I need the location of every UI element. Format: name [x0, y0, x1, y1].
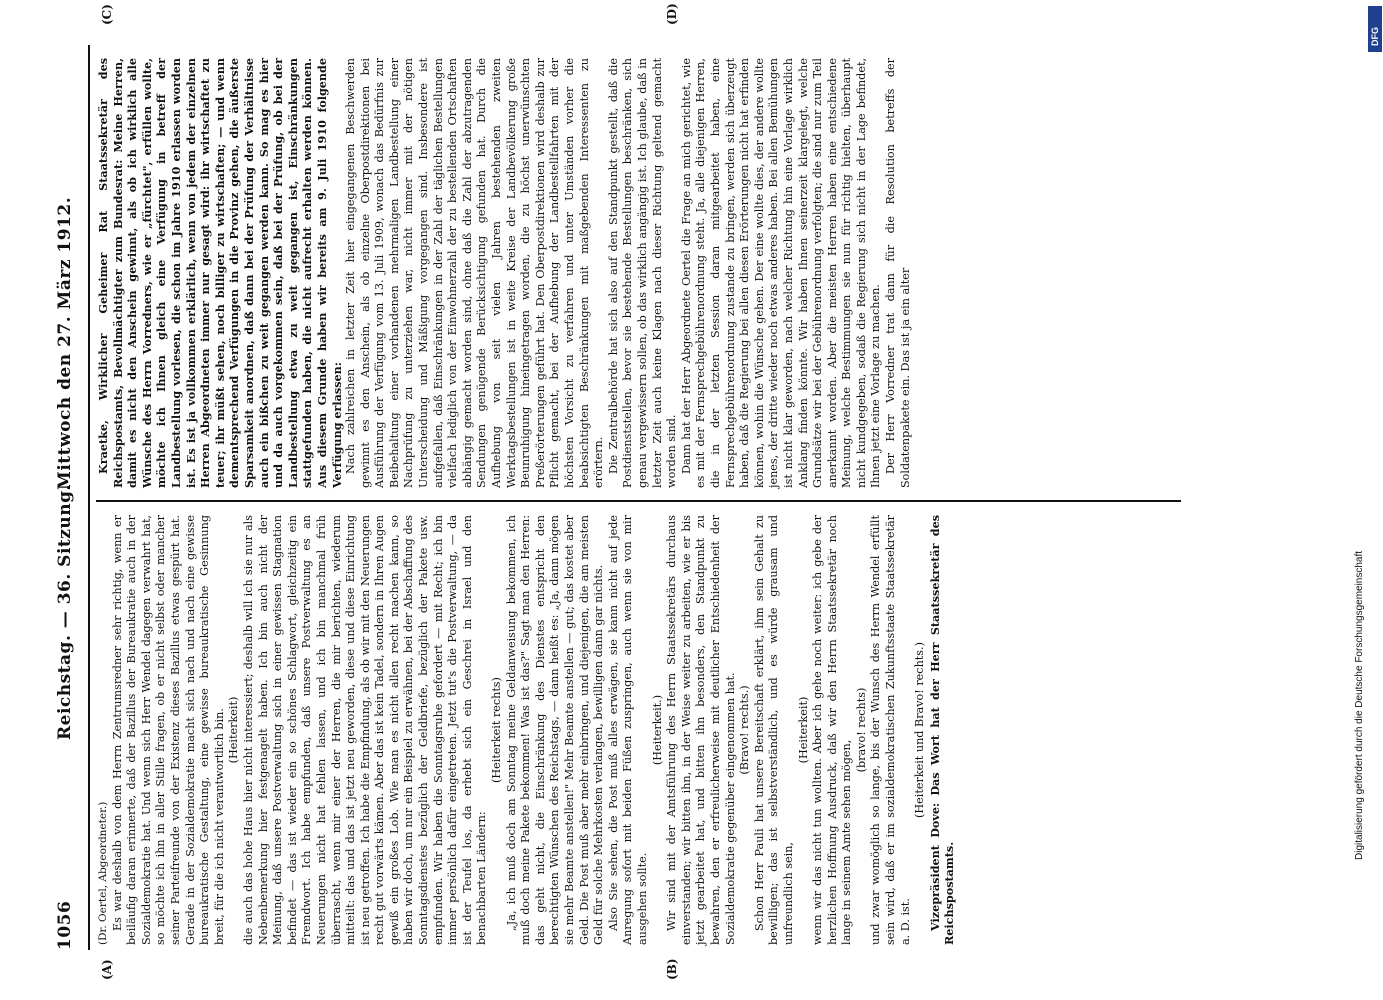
reaction: (Bravo! rechts.) [738, 685, 752, 775]
dfg-logo [1368, 6, 1382, 52]
paragraph: Schon Herr Pauli hat unsere Bereitschaft erklärt, ihm sein Gehalt zu bewilligen; das ist selbstverständlich, und es würde grausam und unfreundlich sein, [752, 515, 795, 945]
margin-mark-d: (D) [665, 3, 679, 25]
margin-mark-c: (C) [100, 4, 114, 25]
running-head [55, 45, 81, 950]
reaction: (Heiterkeit und Bravo! rechts.) [913, 642, 927, 818]
paragraph: Wir sind mit der Amtsführung des Herrn Staatssekretärs durchaus einverstanden; wir bitten ihn, in der Weise weiter zu arbeiten, wie er bis jetzt gearbeitet hat, und bitten ihn besonders, den Standpunkt zu bewahren, den er erfreulicherweise mit deutlicher Entschiedenheit der Sozialdemokratie gegenüber eingenommen hat. [665, 515, 737, 945]
funding-note [1340, 140, 1380, 860]
paragraph: Es war deshalb von dem Herrn Zentrumsredner sehr richtig, wenn er beiläufig daran erinnerte, daß der Bazillus der Bureaukratie auch in der Sozialdemokratie hat. Und wenn sich Herr Wendel dagegen verwahrt hat, so möchte ich ihn in aller Stille fragen, ob er nicht selbst oder mancher seiner Parteifreunde von der Existenz dieses Bazillus etwas gespürt hat. Gerade in der Sozialdemokratie macht sich nach und nach eine gewisse bureaukratische Gestaltung, eine gewisse bureaukratische Gesinnung breit, für die ich nicht verantwortlich bin. [110, 515, 226, 945]
session-date: Mittwoch den 27. März 1912. [55, 196, 75, 490]
quoted-decree: Nach zahlreichen in letzter Zeit hier eingegangenen Beschwerden gewinnt es den Anschein, als ob einzelne Oberpostdirektionen bei Ausführung der Verfügung vom 13. Juli 1909, wonach das Bedürfnis zur Beibehaltung einer vorhandenen mehrmaligen Landbestellung einer Nachprüfung zu unterziehen war, nicht immer mit der nötigen Unterscheidung und Mäßigung vorgegangen sind. Insbesondere ist aufgefallen, daß Einschränkungen in der Zahl der täglichen Bestellungen vielfach lediglich von der Einwohnerzahl der zu bestellenden Ortschaften abhängig gemacht worden sind, ohne daß die Zahl der abzutragenden Sendungen genügende Berücksichtigung gefunden hat. Durch die Aufhebung von seit vielen Jahren bestehenden zweiten Werktagsbestellungen ist in weite Kreise der Landbevölkerung große Beunruhigung hineingetragen worden, die zu höchst unerwünschten Preßerörterungen geführt hat. Den Oberpostdirektionen wird deshalb zur Pflicht gemacht, bei der Aufhebung der Landbestellfahrten mit der höchsten Vorsicht zu verfahren und unter Umständen vorher die beabsichtigten Beschränkungen mit maßgebenden Interessenten zu erörtern. [344, 58, 606, 488]
paragraph: und zwar womöglich so lange, bis der Wunsch des Herrn Wendel erfüllt sein wird, daß er im sozialdemokratischen Zukunftsstaate Staatssekretär a. D. ist. [869, 515, 912, 945]
speaker-tag: (Dr. Oertel, Abgeordneter.) [97, 801, 109, 945]
reaction: (Heiterkeit rechts) [490, 677, 504, 783]
paragraph: Also Sie sehen, die Post muß alles erwägen, sie kann nicht auf jede Anregung sofort mit beiden Füßen zuspringen, auch wenn sie von mir ausgehen sollte. [606, 515, 649, 945]
reaction: (Heiterkeit) [796, 696, 810, 764]
reaction: (Heiterkeit) [227, 696, 241, 764]
left-column [96, 515, 957, 945]
paragraph: Dann hat der Herr Abgeordnete Oertel die Frage an mich gerichtet, wie es mit der Fernsprechgebührenordnung steht. Ja, alle diejenigen Herren, die in der letzten Session daran mitgearbeitet haben, eine Fernsprechgebührenordnung zustande zu bringen, werden sich überzeugt haben, daß die Regierung bei allen diesen Erörterungen nicht hat erfinden können, wohin die Wünsche gehen. Der eine wollte dies, der andere wollte jenes, der dritte wieder noch etwas anderes haben. Bei allen Bemühungen ist nicht klar geworden, nach welcher Richtung hin eine Vorlage wirklich Anklang finden könnte. Wir haben Ihnen seinerzeit klargelegt, welche Grundsätze wir bei der Gebührenordnung verfolgten; die sind nur zum Teil anerkannt worden. Aber die meisten Herren haben eine entschiedene Meinung, welche Bestimmungen sie nun für richtig hielten, überhaupt nicht kundgegeben, sodaß die Regierung sich nicht in der Lage befindet, Ihnen jetzt eine Vorlage zu machen. [679, 58, 883, 488]
funding-note-text: Digitalisierung gefördert durch die Deutsche Forschungsgemeinschaft [1354, 550, 1365, 860]
header-rule [88, 45, 90, 950]
paragraph: „Ja, ich muß doch am Sonntag meine Geldanweisung bekommen, ich muß doch meine Pakete bekommen! Was ist das?" Sagt man den Herren: das geht nicht, die Einschränkung des Dienstes entspricht den berechtigten Wünschen des Reichstags, — dann heißt es: „Ja, dann mögen sie mehr Beamte anstellen!" Mehr Beamte anstellen — gut; das kostet aber Geld. Die Post muß aber mehr einbringen, und diejenigen, die am meisten Geld für solche Mehrkosten verlangen, bewilligen dann gar nichts. [504, 515, 606, 945]
paragraph: wenn wir das nicht tun wollten. Aber ich gehe noch weiter: ich gebe der herzlichen Hoffnung Ausdruck, daß wir den Herrn Staatssekretär noch lange in seinem Amte sehen mögen, [811, 515, 854, 945]
paragraph: Die Zentralbehörde hat sich also auf den Standpunkt gestellt, daß die Postdienststellen, bevor sie bestehende Bestellungen beschränken, sich genau vergewissern sollen, ob das wirklich angängig ist. Ich glaube, daß in letzter Zeit auch keine Klagen nach dieser Richtung geltend gemacht worden sind. [606, 58, 679, 488]
right-column [96, 58, 913, 488]
session-title: Reichstag. — 36. Sitzung. [55, 484, 75, 740]
margin-mark-a: (A) [100, 959, 114, 980]
reaction: (bravo! rechts) [854, 687, 868, 773]
page-number: 1056 [55, 900, 75, 950]
margin-mark-b: (B) [665, 958, 679, 980]
paragraph: Der Herr Vorredner trat dann für die Resolution betreffs der Soldatenpakete ein. Das ist ja ein alter [884, 58, 912, 488]
reaction: (Heiterkeit.) [650, 694, 664, 766]
dfg-logo-text: DFG [1370, 27, 1380, 46]
speaker-paragraph: Vizepräsident Dove: Das Wort hat der Herr Staatssekretär des Reichspostamts. [927, 515, 957, 945]
speaker-paragraph: Kraetke, Wirklicher Geheimer Rat Staatssekretär des Reichspostamts, Bevollmächtigter zum Bundesrat: Meine Herren, damit es nicht den Anschein gewinnt, als ob ich wirklich alle Wünsche des Herrn Vorredners, wie er „fürchtet", erfüllen wollte, möchte ich Ihnen gleich eine Verfügung in betreff der Landbestellung vorlesen, die schon im Jahre 1910 erlassen worden ist. Es ist ja vollkommen erklärlich, wenn von jedem der einzelnen Herren Abgeordneten immer nur gesagt wird: ihr wirtschaftet zu teuer; ihr müßt sehen, noch billiger zu wirtschaften; — und wenn dementsprechend Verfügungen in die Provinz gehen, die äußerste Sparsamkeit anordnen, daß dann bei der Prüfung der Verhältnisse auch ein bißchen zu weit gegangen werden kann. So mag es hier und da auch vorgekommen sein, daß bei der Prüfung, ob bei der Landbestellung etwa zu weit gegangen ist, Einschränkungen stattgefunden haben, die nicht aufrecht erhalten werden können. Aus diesem Grunde haben wir bereits am 9. Juli 1910 folgende Verfügung erlassen: [96, 58, 344, 488]
paragraph: die auch das hohe Haus hier nicht interessiert; deshalb will ich sie nur als Nebenbemerkung hier festgenagelt haben. Ich bin auch nicht der Meinung, daß unsere Postverwaltung sich in einer gewissen Stagnation befindet — das ist wieder ein so schönes Schlagwort, gleichzeitig ein Fremdwort. Ich habe empfunden, daß unsere Postverwaltung es an Neuerungen nicht hat fehlen lassen, und ich bin manchmal früh überrascht, wenn mir einer der Herren, die mir berichten, wiederum mitteilt: das und das ist jetzt neu geworden, diese und diese Einrichtung ist neu getroffen. Ich habe die Empfindung, als ob wir mit den Neuerungen recht gut vorwärts kämen. Aber das ist kein Tadel, sondern in Ihren Augen gewiß ein großes Lob. Wie man es nicht allen recht machen kann, so haben wir doch, um nur ein Beispiel zu erwähnen, bei der Abschaffung des Sonntagsdienstes bezüglich der Geldbriefe, bezüglich der Pakete usw. empfunden. Wir haben die Sonntagsruhe gefordert — mit Recht; ich bin immer persönlich dafür eingetreten. Jetzt tut's die Postverwaltung, — da ist der Teufel los, da erhebt sich ein Geschrei in Israel und den benachbarten Ländern: [241, 515, 489, 945]
column-divider [96, 500, 1181, 502]
